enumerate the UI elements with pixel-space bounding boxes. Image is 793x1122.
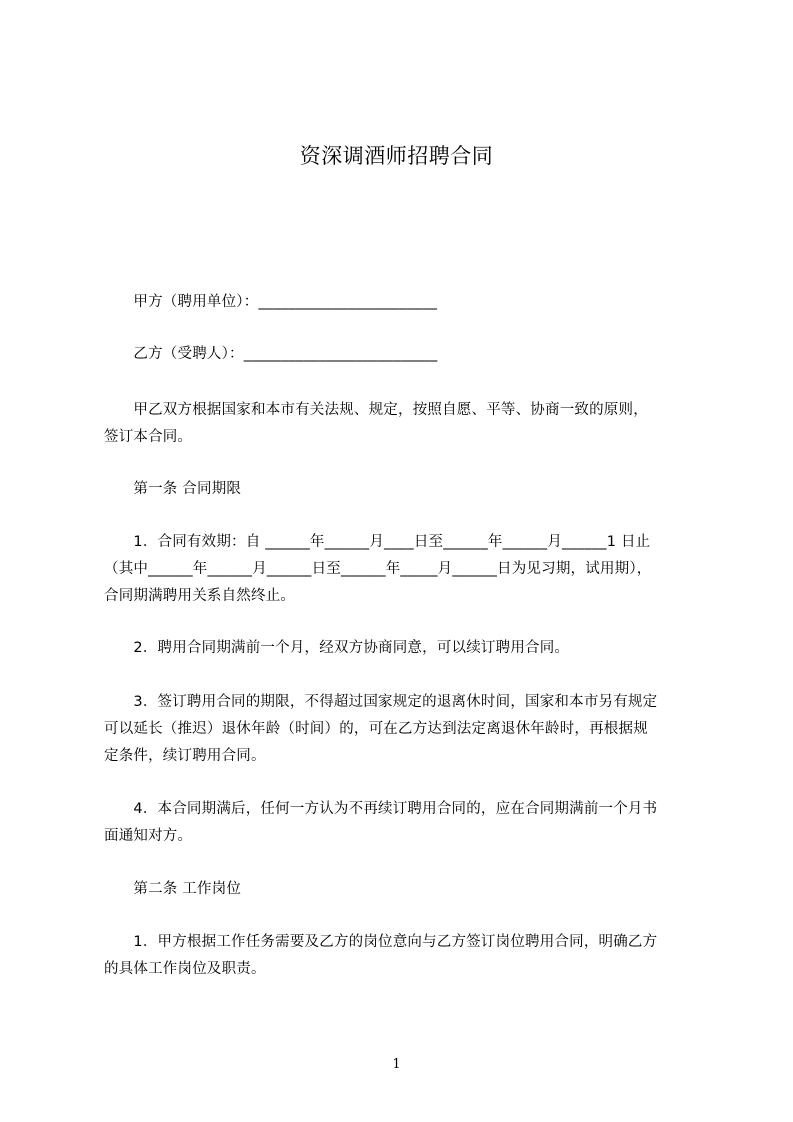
document-title: 资深调酒师招聘合同	[299, 144, 494, 168]
clause-line: 1．甲方根据工作任务需要及乙方的岗位意向与乙方签订岗位聘用合同，明确乙方	[104, 934, 658, 950]
article-1-heading: 第一条 合同期限	[104, 481, 242, 497]
intro-line: 签订本合同。	[104, 429, 193, 445]
party-b-line: 乙方（受聘人）：__________________________	[104, 346, 438, 362]
clause-line: 面通知对方。	[104, 828, 193, 844]
party-a-line: 甲方（聘用单位）：________________________	[104, 294, 438, 310]
clause-line: 1．合同有效期：自 ______年______月____日至______年______月______1 日止	[104, 534, 651, 550]
intro-line: 甲乙双方根据国家和本市有关法规、规定，按照自愿、平等、协商一致的原则，	[104, 402, 648, 418]
page-number: 1	[392, 1057, 401, 1072]
article-1-clause-2: 2．聘用合同期满前一个月，经双方协商同意，可以续订聘用合同。	[104, 640, 570, 656]
clause-line: 3．签订聘用合同的期限，不得超过国家规定的退离休时间，国家和本市另有规定	[104, 694, 658, 710]
clause-line: 的具体工作岗位及职责。	[104, 961, 266, 977]
article-2-heading: 第二条 工作岗位	[104, 881, 242, 897]
clause-line: 定条件，续订聘用合同。	[104, 748, 266, 764]
clause-line: 可以延长（推迟）退休年龄（时间）的，可在乙方达到法定离退休年龄时，再根据规	[104, 721, 648, 737]
clause-line: （其中______年______月______日至______年_____月______日为见习期，试用期），	[104, 561, 652, 577]
clause-line: 4．本合同期满后，任何一方认为不再续订聘用合同的，应在合同期满前一个月书	[104, 801, 658, 817]
clause-line: 合同期满聘用关系自然终止。	[104, 588, 296, 604]
